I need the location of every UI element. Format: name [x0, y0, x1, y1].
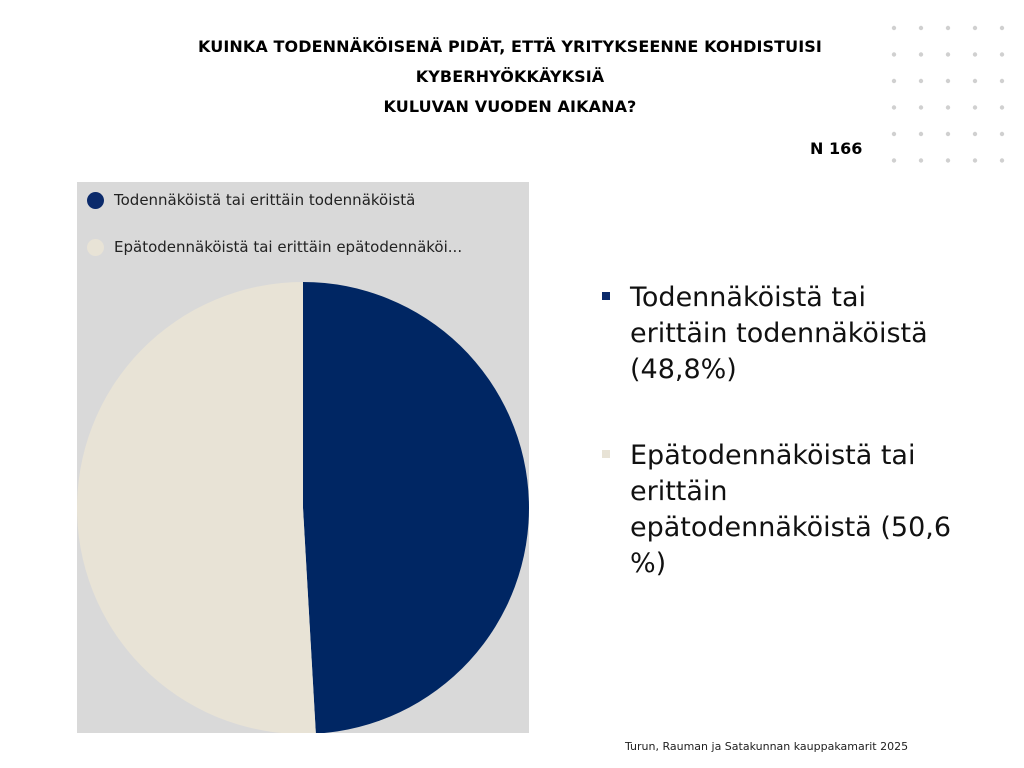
- pie-slice-2: [77, 282, 316, 733]
- side-legend-text-1: Todennäköistä tai erittäin todennäköistä (48,8%): [630, 282, 928, 385]
- chart-panel: [77, 182, 529, 733]
- decorative-dot: [973, 52, 977, 56]
- decorative-dot: [1000, 26, 1004, 30]
- sample-size-label: N 166: [810, 139, 863, 158]
- legend-label-1: Todennäköistä tai erittäin todennäköistä: [114, 191, 416, 209]
- title-line-2: KYBERHYÖKKÄYKSIÄ: [415, 67, 605, 86]
- decorative-dot: [892, 105, 896, 109]
- legend-label-2: Epätodennäköistä tai erittäin epätodennäköi...: [114, 238, 463, 256]
- decorative-dot: [973, 79, 977, 83]
- decorative-dot: [973, 26, 977, 30]
- pie-chart: [77, 182, 529, 733]
- decorative-dot: [1000, 158, 1004, 162]
- chart-title: [60, 32, 960, 122]
- decorative-dot: [946, 26, 950, 30]
- decorative-dot: [919, 26, 923, 30]
- decorative-dot: [919, 79, 923, 83]
- side-legend-marker-1: [602, 292, 610, 300]
- side-legend-item-1: [600, 280, 960, 388]
- decorative-dot: [892, 79, 896, 83]
- decorative-dot: [946, 52, 950, 56]
- decorative-dot: [919, 158, 923, 162]
- decorative-dot: [919, 132, 923, 136]
- pie-slice-1: [303, 282, 529, 733]
- title-line-3: KULUVAN VUODEN AIKANA?: [383, 97, 637, 116]
- decorative-dot: [946, 105, 950, 109]
- side-legend: [600, 280, 960, 582]
- decorative-dot: [973, 105, 977, 109]
- side-legend-text-2: Epätodennäköistä tai erittäin epätodennäköistä (50,6 %): [630, 440, 952, 579]
- decorative-dot: [919, 52, 923, 56]
- decorative-dot: [973, 132, 977, 136]
- decorative-dot: [1000, 52, 1004, 56]
- decorative-dot: [919, 105, 923, 109]
- decorative-dot: [1000, 79, 1004, 83]
- decorative-dot: [946, 158, 950, 162]
- side-legend-marker-2: [602, 450, 610, 458]
- decorative-dot: [1000, 132, 1004, 136]
- decorative-dot-grid: [888, 24, 1008, 164]
- decorative-dot: [892, 26, 896, 30]
- decorative-dot: [1000, 105, 1004, 109]
- decorative-dot: [892, 52, 896, 56]
- decorative-dot: [892, 158, 896, 162]
- title-line-1: KUINKA TODENNÄKÖISENÄ PIDÄT, ETTÄ YRITYKSEENNE KOHDISTUISI: [198, 37, 822, 56]
- decorative-dot: [946, 79, 950, 83]
- decorative-dot: [946, 132, 950, 136]
- side-legend-item-2: [600, 438, 960, 582]
- decorative-dot: [892, 132, 896, 136]
- decorative-dot: [973, 158, 977, 162]
- source-note: Turun, Rauman ja Satakunnan kauppakamarit 2025: [625, 740, 909, 753]
